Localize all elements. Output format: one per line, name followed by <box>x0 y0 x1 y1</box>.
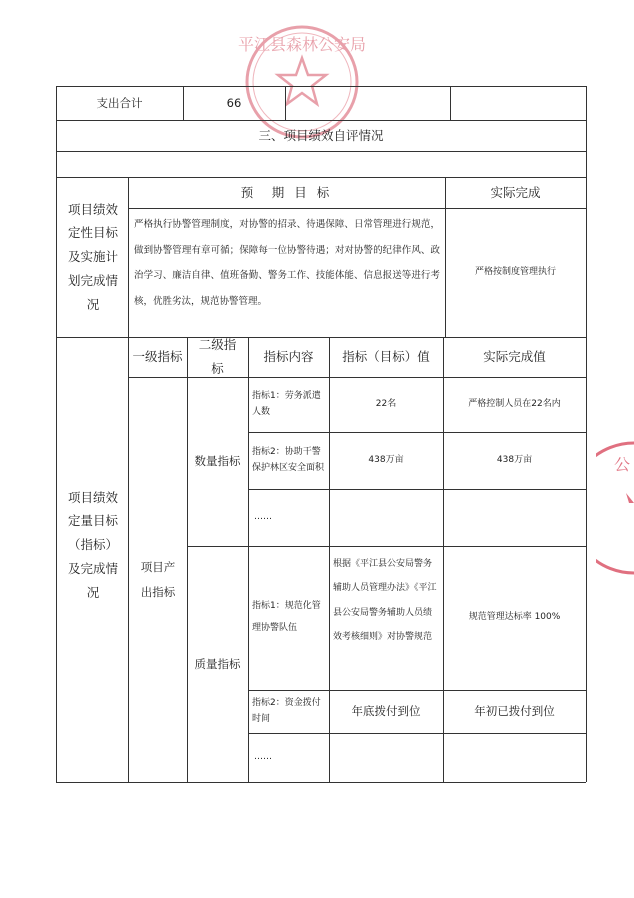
quantitative-target-label: 项目绩效定量目标（指标）及完成情况 <box>67 489 118 600</box>
table-row-content: 指标2：协助干警保护林区安全面积 <box>252 447 325 473</box>
table-row-target: 根据《平江县公安局警务辅助人员管理办法》《平江县公安局警务辅助人员绩效考核细则》对协警规范 <box>333 559 437 642</box>
table-row-target: 年底拨付到位 <box>351 704 421 719</box>
header-content: 指标内容 <box>263 349 314 365</box>
table-row-actual: 年初已拨付到位 <box>474 704 555 719</box>
table-row-actual: 严格控制人员在22名内 <box>468 398 561 409</box>
header-target: 指标（目标）值 <box>342 349 430 365</box>
expected-goal-text: 严格执行协警管理制度，对协警的招录、待遇保障、日常管理进行规范，做到协警管理有章可循；保障每一位协警待遇；对对协警的纪律作风、政治学习、廉洁自律、值班备勤、警务工作、技能体能、信息报送等进行考核，优胜劣汰，规范协警管理。 <box>134 219 440 307</box>
table-row-target <box>329 733 443 782</box>
side-seal-stamp <box>596 438 634 578</box>
header-actual: 实际完成值 <box>483 349 546 365</box>
table-row-target: 438万亩 <box>368 454 404 465</box>
table-row-actual: 438万亩 <box>496 454 533 465</box>
quantity-indicator: 数量指标 <box>194 454 241 469</box>
table-row-actual <box>443 489 586 546</box>
stamp-text: 平江县森林公安局 <box>237 35 367 54</box>
summary-label: 支出合计 <box>96 95 143 110</box>
expected-goal-header: 预 期 目 标 <box>240 184 333 200</box>
table-row-actual <box>443 733 586 782</box>
section-title: 三、项目绩效自评情况 <box>258 127 384 143</box>
quality-indicator: 质量指标 <box>194 656 241 671</box>
actual-completion-header: 实际完成 <box>490 184 541 200</box>
svg-text:公: 公 <box>613 455 631 474</box>
table-row-content: …… <box>254 511 272 522</box>
table-row-content: 指标1：规范化管理协警队伍 <box>252 601 321 633</box>
qualitative-target-label: 项目绩效定性目标及实施计划完成情况 <box>67 201 118 312</box>
level1-output-indicator: 项目产出指标 <box>140 559 176 599</box>
table-row-content: …… <box>254 751 272 762</box>
actual-completion-text: 严格按制度管理执行 <box>474 266 556 277</box>
summary-value: 66 <box>226 95 242 110</box>
header-level2: 二级指标 <box>198 337 237 376</box>
header-level1: 一级指标 <box>132 349 183 365</box>
table-row-content: 指标1：劳务派遣人数 <box>252 391 321 417</box>
table-row-content: 指标2：资金拨付时间 <box>252 698 321 724</box>
table-row-target: 22名 <box>375 398 397 409</box>
table-row-actual: 规范管理达标率 100% <box>468 612 561 623</box>
table-row-target <box>329 489 443 546</box>
